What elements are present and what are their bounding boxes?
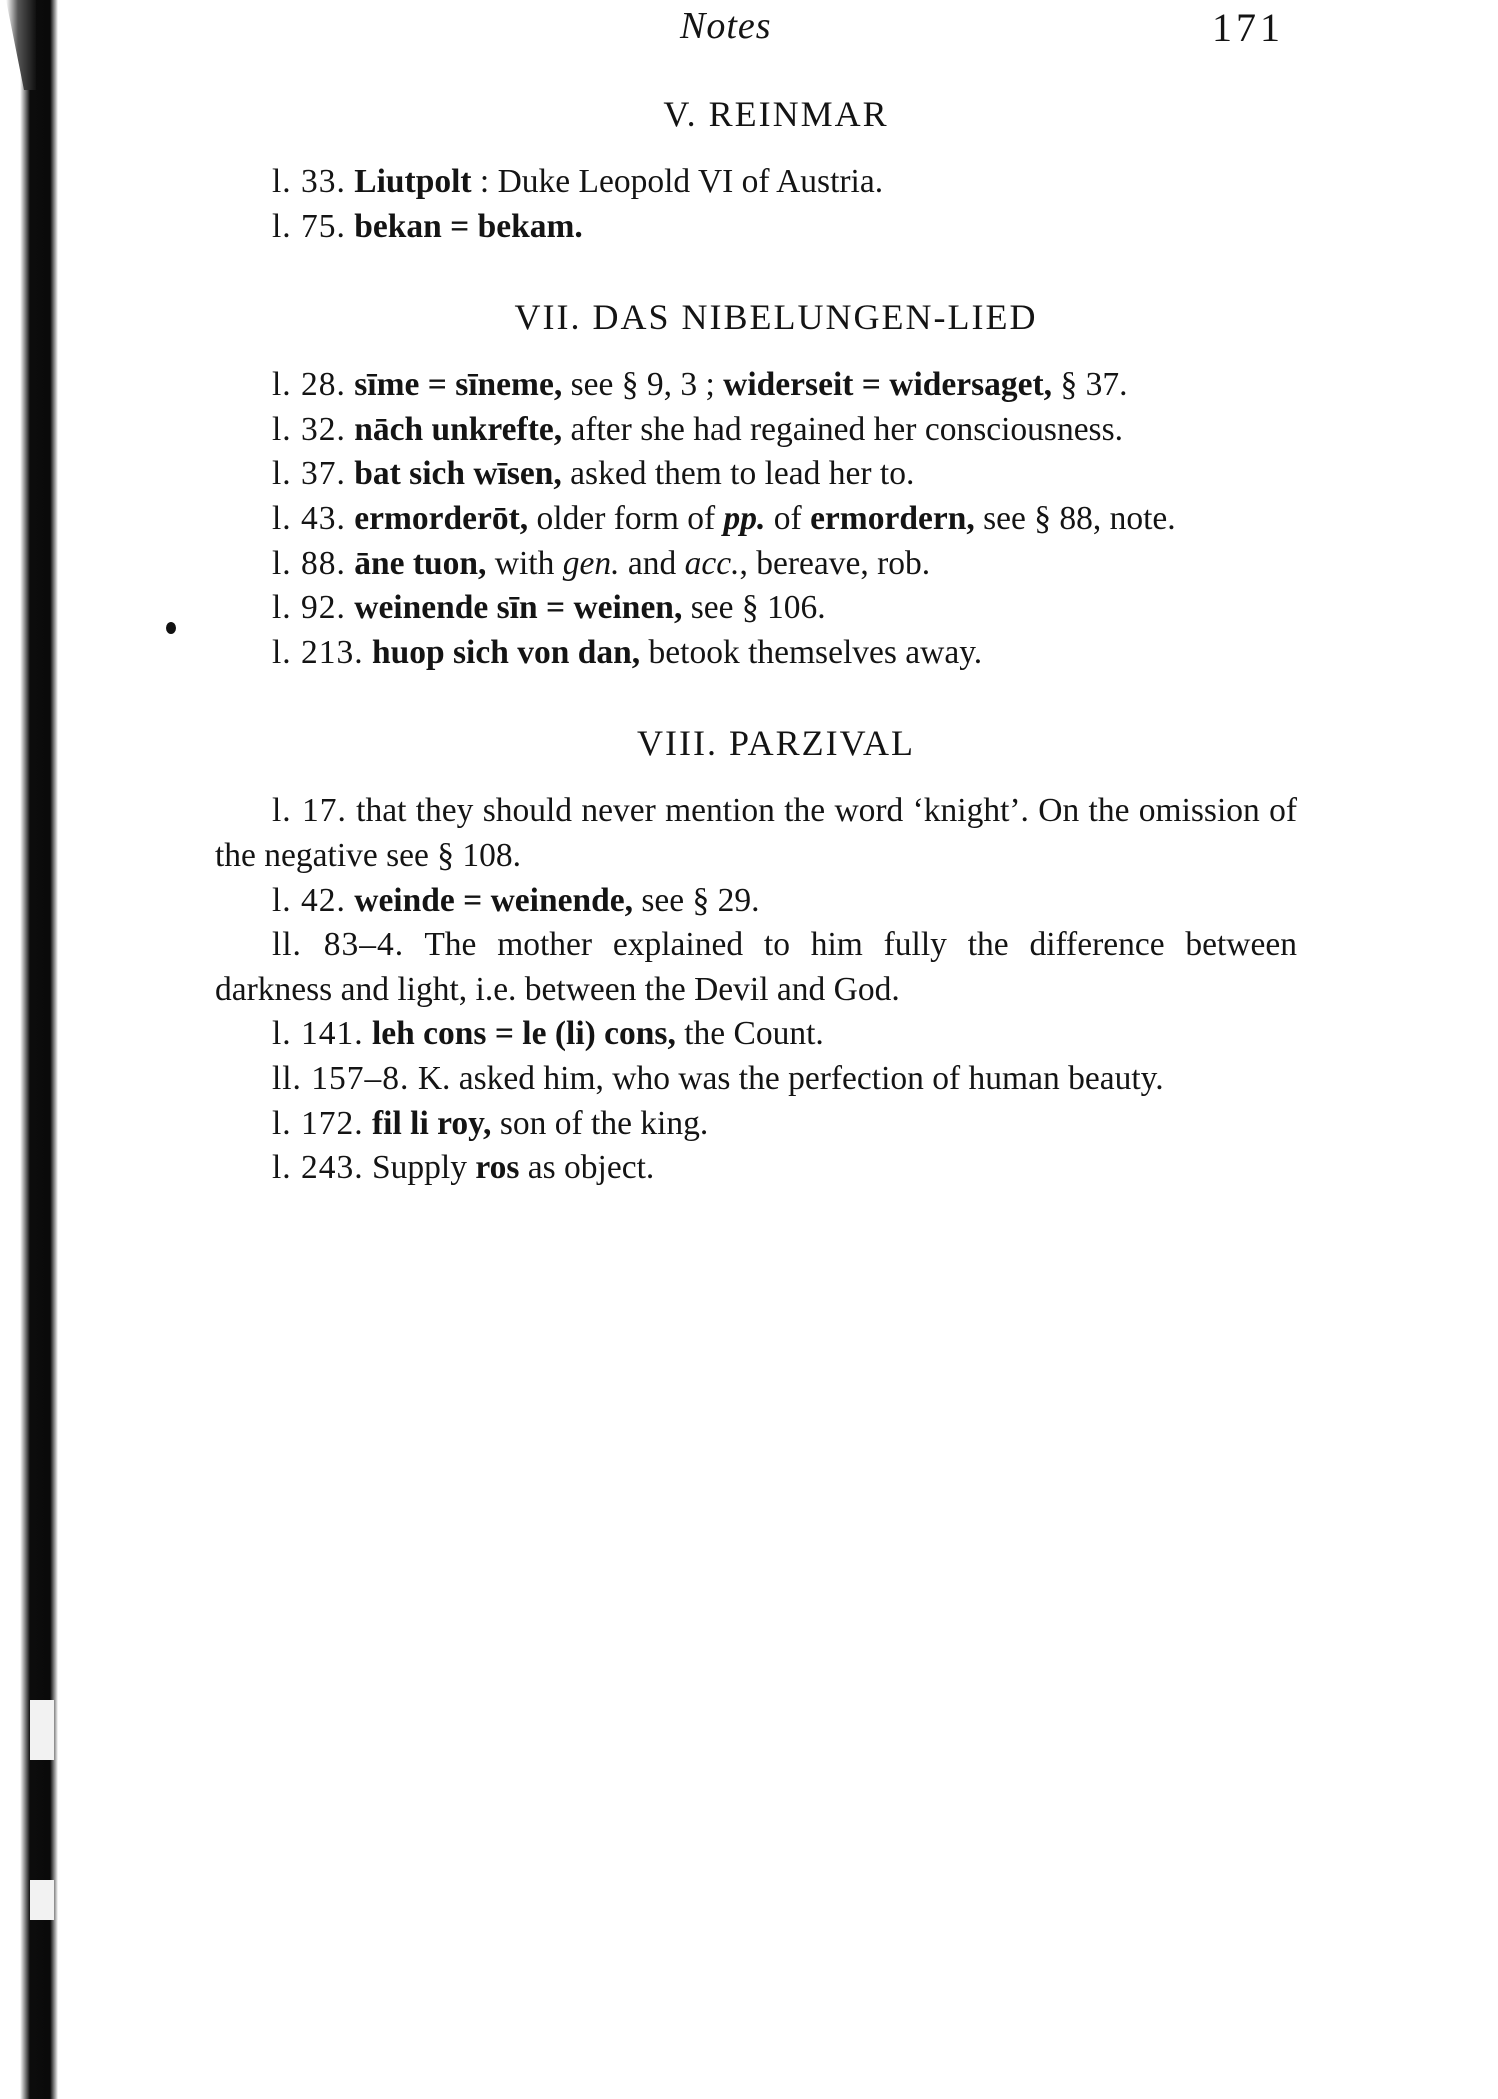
- note-emphasis: ros: [475, 1149, 520, 1187]
- note-text: older form of: [528, 499, 724, 537]
- margin-mark: [166, 622, 176, 634]
- note-text: see § 29.: [632, 881, 760, 919]
- running-head-title: Notes: [680, 5, 772, 47]
- notes-body: [215, 92, 1297, 1237]
- note-entry: [215, 542, 1297, 587]
- notes-section: [215, 92, 1297, 249]
- note-emphasis: weinde = weinende,: [354, 881, 633, 919]
- note-entry: [215, 452, 1297, 497]
- note-emphasis: leh cons = le (li) cons,: [372, 1015, 676, 1053]
- note-text: the Count.: [675, 1015, 824, 1053]
- note-text: and: [619, 544, 685, 582]
- note-emphasis: ermordern,: [810, 499, 975, 537]
- note-emphasis: bekan = bekam.: [354, 207, 583, 245]
- note-entry: [215, 1057, 1297, 1102]
- line-reference: ll. 157–8.: [271, 1059, 410, 1097]
- note-entry: [215, 408, 1297, 453]
- page-number: 171: [1212, 5, 1284, 50]
- note-text: that they should never mention the word ‘knight’. On the omission of the negative see § 108.: [215, 792, 1297, 874]
- note-text: as object.: [519, 1149, 655, 1187]
- note-emphasis: pp.: [723, 499, 766, 537]
- note-entry: [215, 789, 1297, 878]
- note-emphasis: Liutpolt: [354, 163, 472, 200]
- note-text: see § 106.: [682, 589, 826, 627]
- note-entry: [215, 586, 1297, 631]
- line-reference: ll. 83–4.: [271, 926, 405, 964]
- line-reference: l. 37.: [271, 455, 346, 493]
- line-reference: l. 172.: [271, 1104, 364, 1142]
- note-text: with: [486, 544, 563, 582]
- note-emphasis: ermorderōt,: [354, 499, 529, 537]
- note-emphasis: gen.: [562, 544, 620, 582]
- line-reference: l. 75.: [271, 207, 346, 245]
- note-entry: [215, 160, 1297, 205]
- line-reference: l. 213.: [271, 633, 364, 671]
- book-binding-edge: [0, 0, 58, 2099]
- note-text: son of the king.: [491, 1104, 709, 1142]
- note-emphasis: āne tuon,: [354, 544, 487, 582]
- note-entry: [215, 363, 1297, 408]
- note-text: Supply: [372, 1149, 476, 1187]
- note-entry: [215, 879, 1297, 924]
- notes-section: [215, 295, 1297, 675]
- note-text: : Duke Leopold VI of Austria.: [471, 163, 884, 200]
- line-reference: l. 32.: [271, 410, 346, 448]
- line-reference: l. 42.: [271, 881, 346, 919]
- line-reference: l. 243.: [271, 1149, 364, 1187]
- running-head: [0, 4, 1498, 64]
- note-entry: [215, 205, 1297, 250]
- line-reference: l. 88.: [271, 544, 346, 582]
- section-heading: V. REINMAR: [663, 94, 889, 134]
- binding-scuff: [30, 1700, 54, 1760]
- note-entry: [215, 1146, 1297, 1191]
- note-text: , bereave, rob.: [739, 544, 931, 582]
- line-reference: l. 17.: [271, 792, 347, 830]
- section-heading: VIII. PARZIVAL: [636, 723, 915, 764]
- note-text: The mother explained to him fully the difference between darkness and light, i.e. between the Devil and God.: [215, 926, 1297, 1008]
- notes-section: [215, 721, 1297, 1190]
- note-emphasis: fil li roy,: [372, 1104, 492, 1142]
- note-text: betook themselves away.: [640, 633, 983, 671]
- note-text: § 37.: [1052, 366, 1128, 404]
- note-entry: [215, 497, 1297, 542]
- note-emphasis: sīme = sīneme,: [354, 366, 563, 404]
- line-reference: l. 33.: [271, 163, 346, 200]
- note-text: see § 9, 3 ;: [562, 366, 724, 404]
- note-text: of: [765, 499, 811, 537]
- note-text: after she had regained her consciousness.: [562, 410, 1124, 448]
- line-reference: l. 28.: [271, 366, 346, 404]
- binding-scuff: [30, 1880, 54, 1920]
- section-heading: VII. DAS NIBELUNGEN-LIED: [514, 297, 1038, 338]
- note-entry: [215, 923, 1297, 1012]
- note-entry: [215, 1102, 1297, 1147]
- note-text: see § 88, note.: [974, 499, 1176, 537]
- note-emphasis: nāch unkrefte,: [354, 410, 563, 448]
- line-reference: l. 141.: [271, 1015, 364, 1053]
- note-text: asked them to lead her to.: [561, 455, 915, 493]
- note-emphasis: bat sich wīsen,: [354, 455, 562, 493]
- note-emphasis: acc.: [684, 544, 740, 582]
- line-reference: l. 43.: [271, 499, 346, 537]
- note-emphasis: weinende sīn = weinen,: [354, 589, 683, 627]
- line-reference: l. 92.: [271, 589, 346, 627]
- note-entry: [215, 631, 1297, 676]
- note-text: K. asked him, who was the perfection of human beauty.: [417, 1059, 1164, 1097]
- note-emphasis: huop sich von dan,: [372, 633, 641, 671]
- note-emphasis: widerseit = widersaget,: [723, 366, 1053, 404]
- note-entry: [215, 1012, 1297, 1057]
